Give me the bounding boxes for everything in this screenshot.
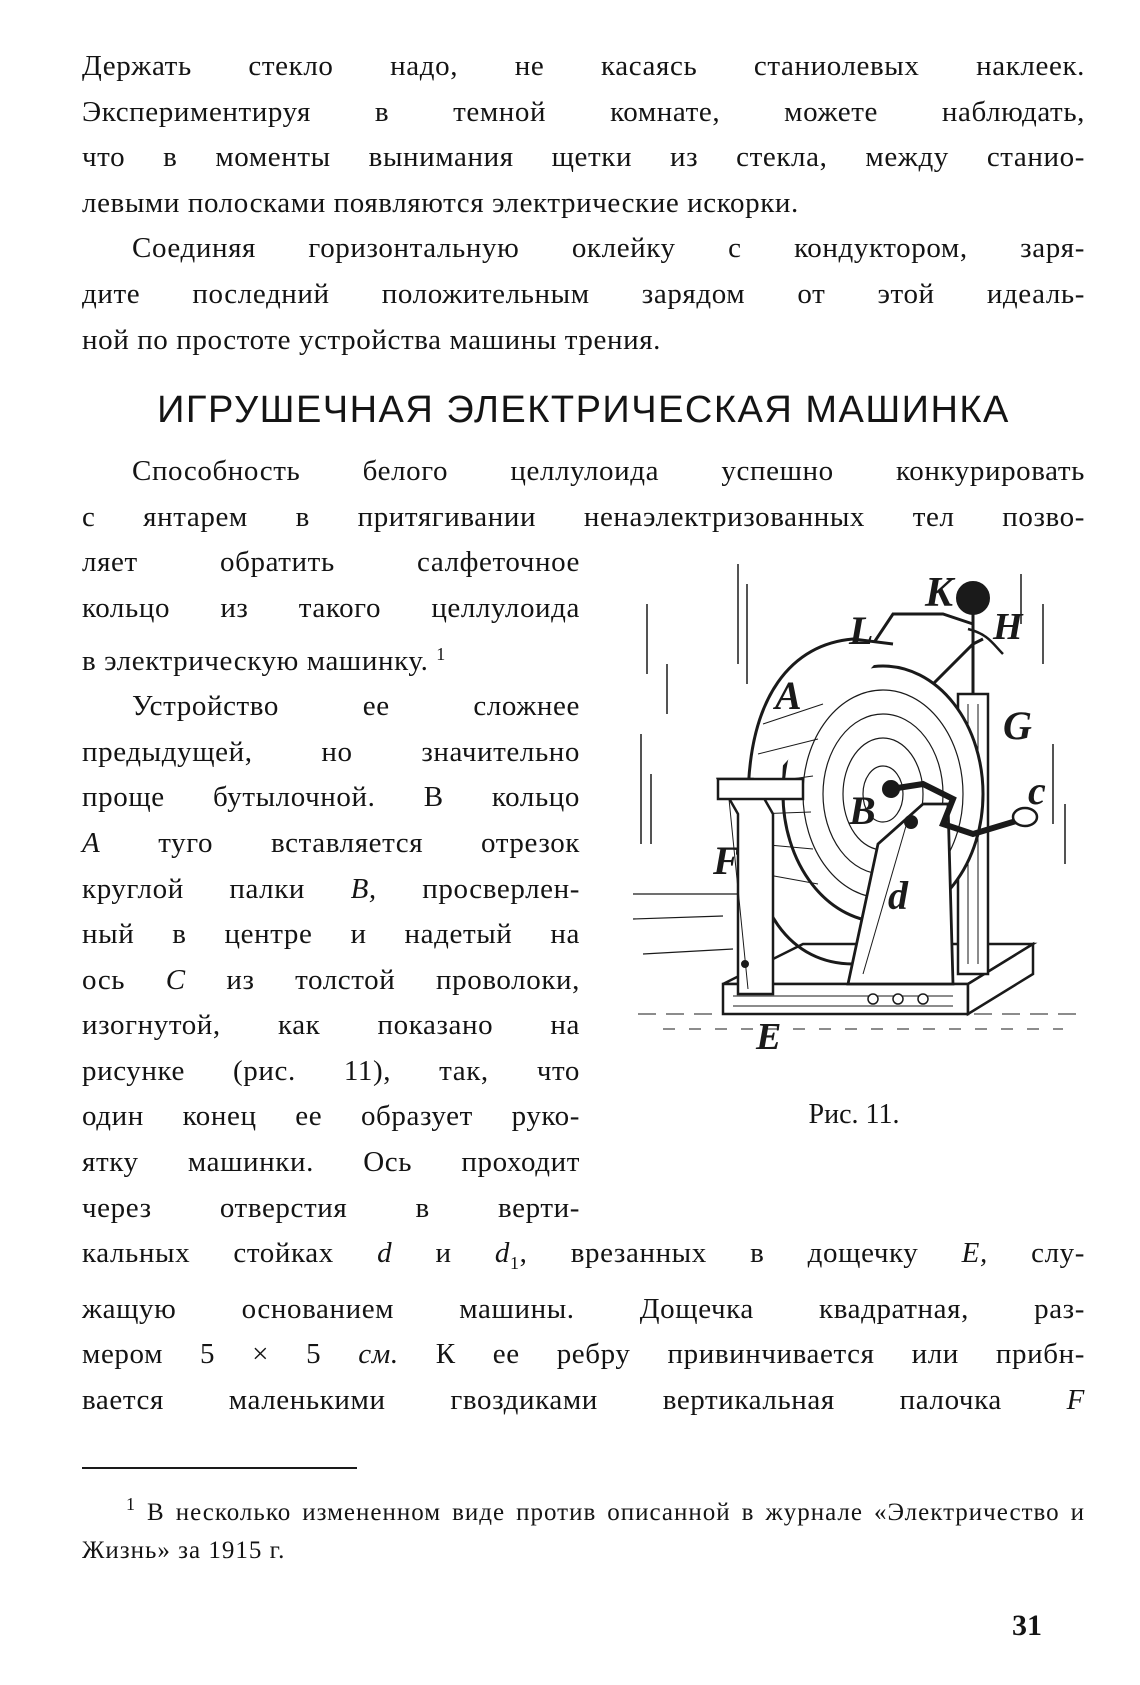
- label-c: c: [1028, 768, 1046, 814]
- body-line: Устройство ее сложнее: [132, 690, 580, 723]
- body-line: рисунке (рис. 11), так, что: [82, 1054, 580, 1087]
- body-line: кольцо из такого целлулоида: [82, 591, 580, 624]
- label-d: d: [888, 873, 908, 919]
- body-line: ось C из толстой проволоки,: [82, 963, 580, 996]
- body-line: ятку машинки. Ось проходит: [82, 1146, 580, 1179]
- body-line: в электрическую машинку. $^1$: [82, 643, 446, 677]
- intro-line: дите последний положительным зарядом от этой идеаль-: [82, 277, 1085, 310]
- body-line: мером 5 × 5 см. К ее ребру привинчивается или прибн-: [82, 1338, 1085, 1371]
- label-A: A: [775, 673, 802, 719]
- label-K: K: [925, 570, 954, 617]
- body-line: вается маленькими гвоздиками вертикальная палочка F: [82, 1383, 1085, 1416]
- body-line: жащую основанием машины. Дощечка квадратная, раз-: [82, 1292, 1085, 1325]
- body-line: круглой палки B, просверлен-: [82, 872, 581, 905]
- footnote-ref: 1: [436, 643, 446, 664]
- label-L: L: [849, 608, 874, 654]
- page-number: 31: [1012, 1609, 1042, 1642]
- body-line: с янтарем в притягивании ненаэлектризованных тел позво-: [82, 500, 1085, 533]
- body-line: предыдущей, но значительно: [82, 735, 580, 768]
- intro-line: Соединяя горизонтальную оклейку с кондуктором, заря-: [132, 232, 1085, 265]
- section-title: ИГРУШЕЧНАЯ ЭЛЕКТРИЧЕСКАЯ МАШИНКА: [157, 389, 1010, 432]
- electrostatic-machine-illustration: [623, 544, 1085, 1104]
- intro-line: ной по простоте устройства машины трения.: [82, 323, 662, 356]
- intro-line: Держать стекло надо, не касаясь станиолевых наклеек.: [82, 50, 1085, 82]
- figure-11: [623, 544, 1085, 1154]
- body-line: изогнутой, как показано на: [82, 1009, 580, 1042]
- intro-line: что в моменты вынимания щетки из стекла, между станио-: [82, 141, 1085, 174]
- body-line: один конец ее образует руко-: [82, 1100, 580, 1133]
- body-line: ляет обратить салфеточное: [82, 546, 580, 579]
- body-line: кальных стойках d и $d_1$, врезанных в дощечку E, слу-: [82, 1237, 1085, 1274]
- body-line: проще бутылочной. В кольцо: [82, 781, 580, 814]
- label-E: E: [756, 1016, 782, 1059]
- label-F: F: [713, 838, 740, 884]
- book-page: [82, 44, 1085, 1644]
- wrapped-text-column: [82, 540, 580, 1231]
- label-G: G: [1003, 703, 1032, 749]
- body-line: Способность белого целлулоида успешно конкурировать: [132, 455, 1085, 488]
- intro-paragraph: [82, 44, 1085, 226]
- footnote-mark: 1: [126, 1494, 136, 1515]
- figure-caption: Рис. 11.: [808, 1099, 900, 1131]
- footnote: $^1$ В несколько измененном виде против описанной в журнале «Электричество и Жизнь» за 1915 г.: [82, 1494, 1086, 1565]
- label-B: B: [849, 788, 876, 834]
- intro-line: левыми полосками появляются электрические искорки.: [82, 186, 799, 219]
- body-line: через отверстия в верти-: [82, 1191, 580, 1224]
- body-line: ный в центре и надетый на: [82, 918, 580, 951]
- footnote-divider: [82, 1467, 357, 1469]
- body-line: A туго вставляется отрезок: [82, 826, 580, 859]
- intro-line: Экспериментируя в темной комнате, можете наблюдать,: [82, 95, 1085, 128]
- intro-paragraph-2: [82, 226, 1085, 363]
- label-H: H: [993, 606, 1023, 649]
